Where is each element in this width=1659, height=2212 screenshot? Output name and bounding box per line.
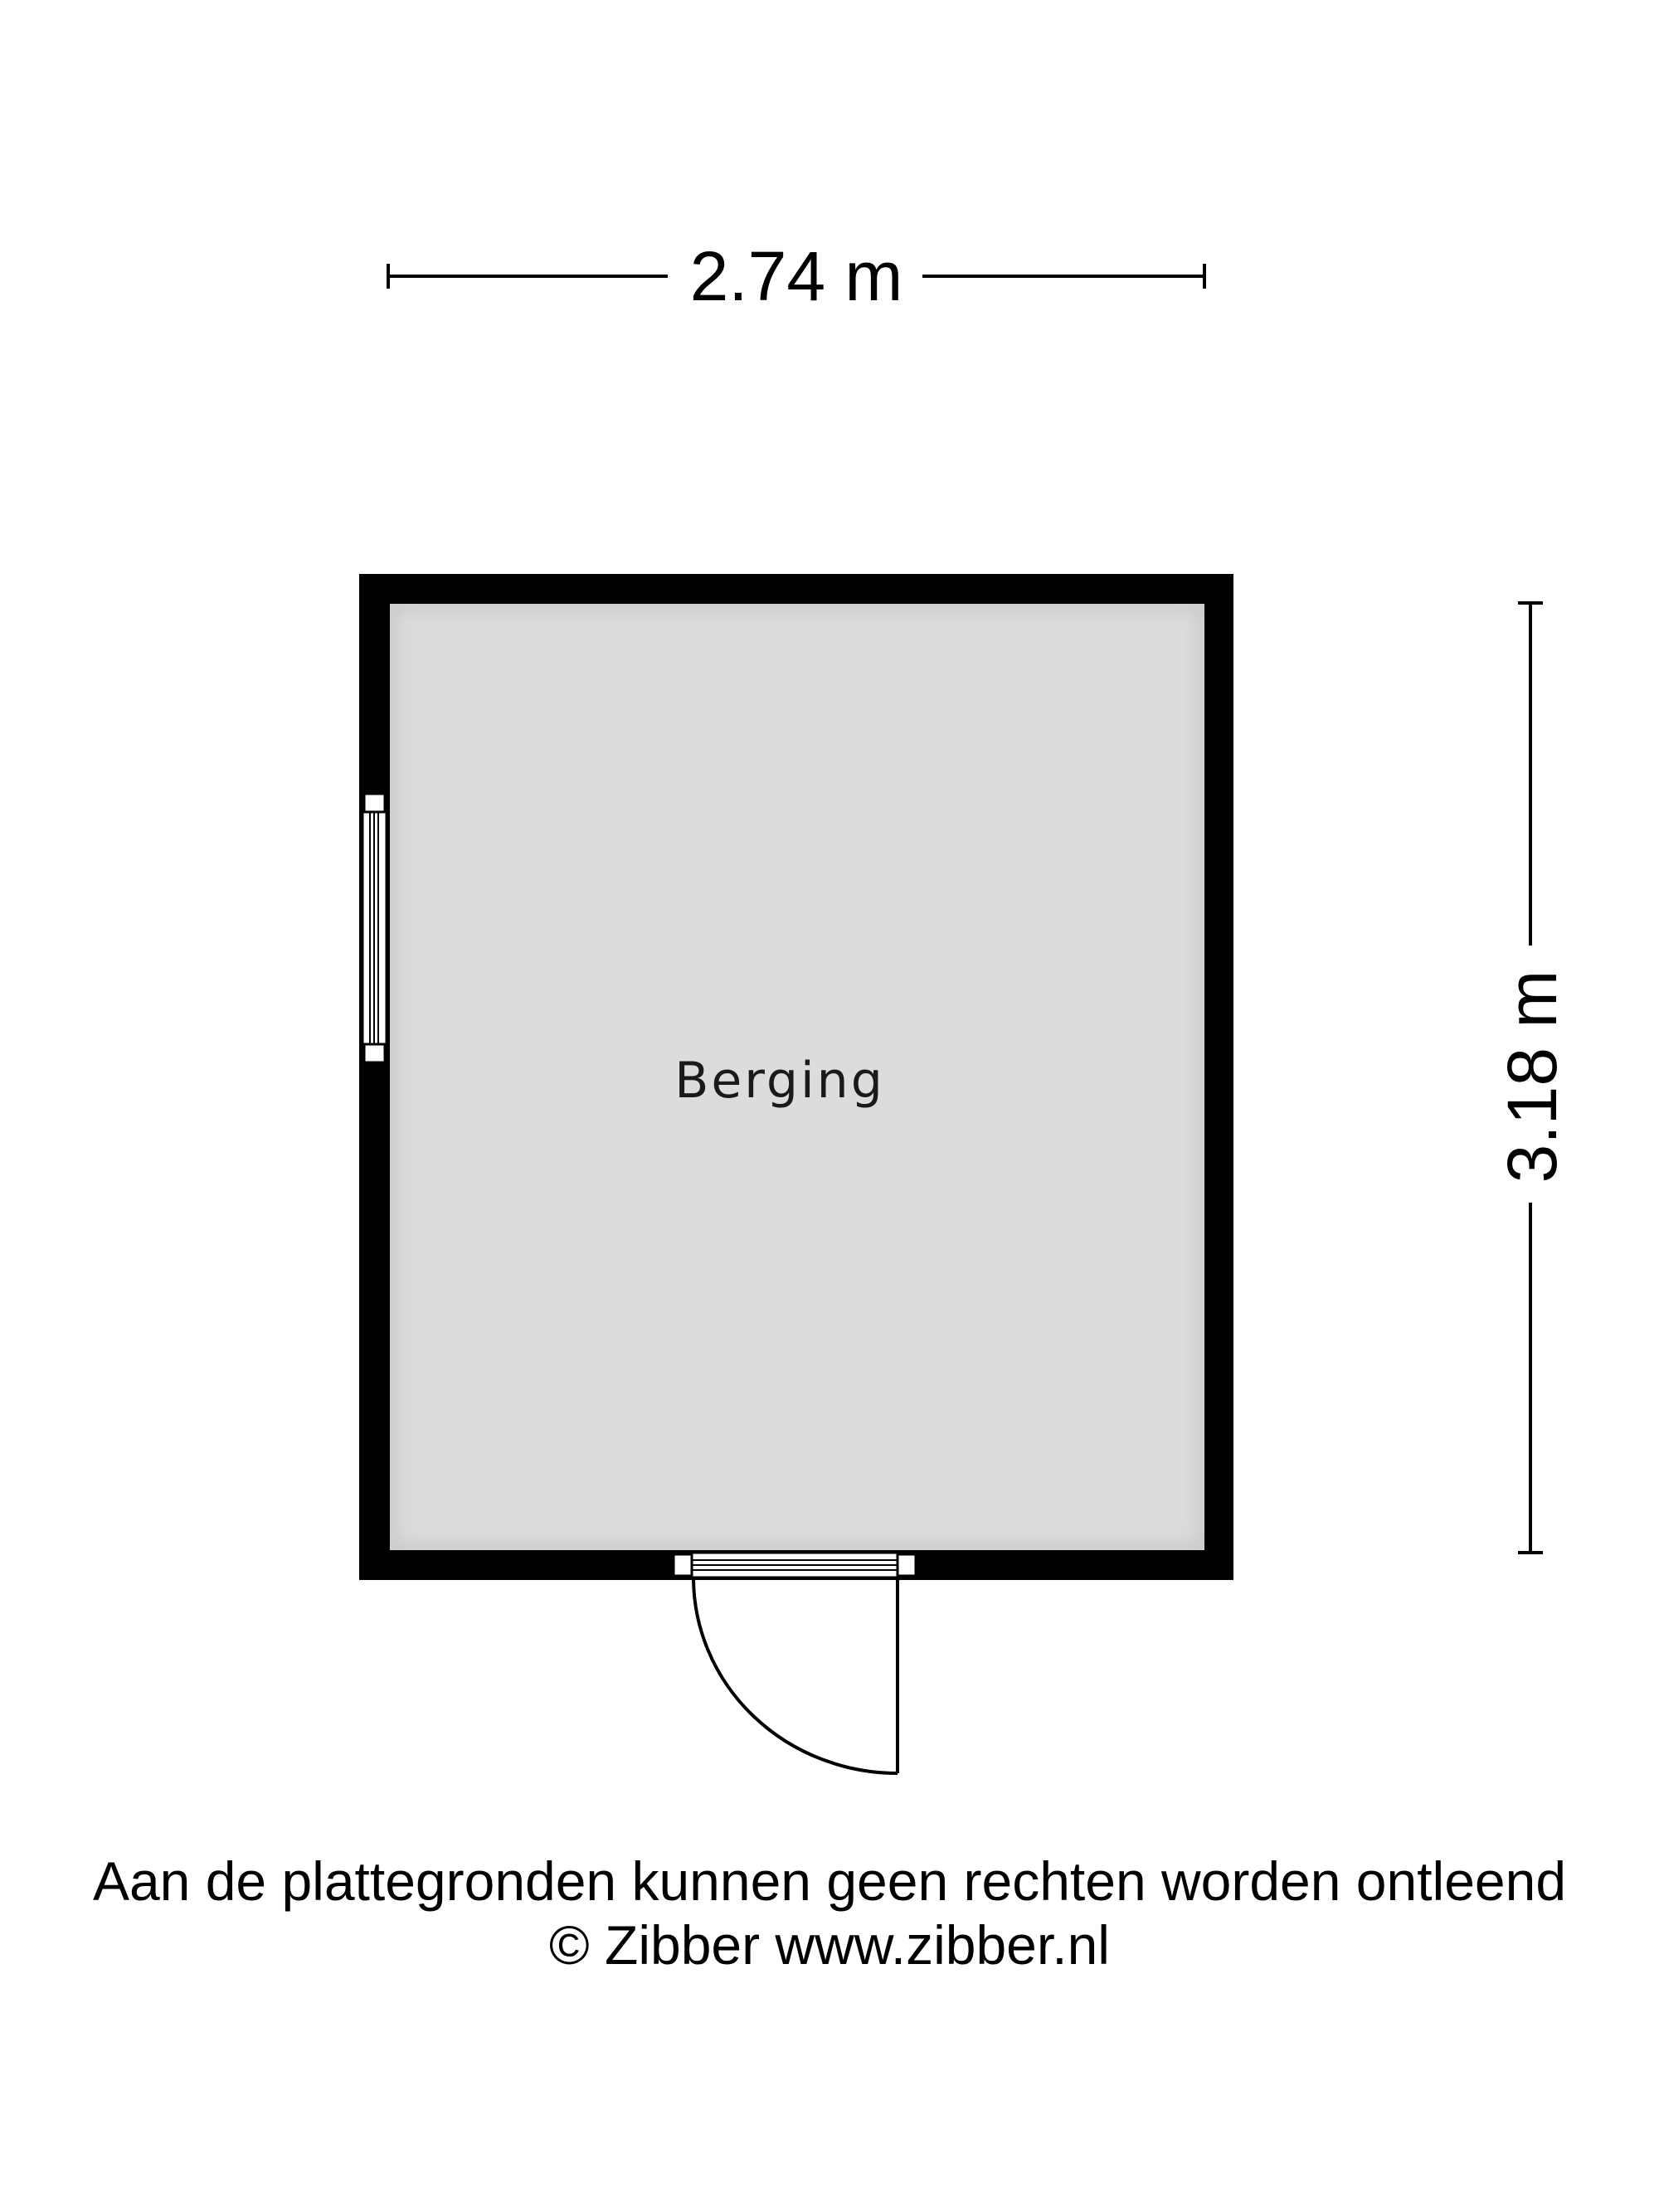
width-label: 2.74 m	[689, 237, 903, 315]
height-dimension	[1493, 603, 1571, 1553]
room-label: Berging	[674, 1052, 885, 1110]
door-swing-arc	[693, 1578, 898, 1773]
height-label: 3.18 m	[1493, 970, 1571, 1184]
copyright-text: © Zibber www.zibber.nl	[549, 1914, 1110, 1976]
window	[362, 792, 387, 1064]
width-dimension	[388, 237, 1204, 315]
door	[672, 1553, 917, 1773]
disclaimer-text: Aan de plattegronden kunnen geen rechten worden ontleend	[92, 1850, 1567, 1912]
